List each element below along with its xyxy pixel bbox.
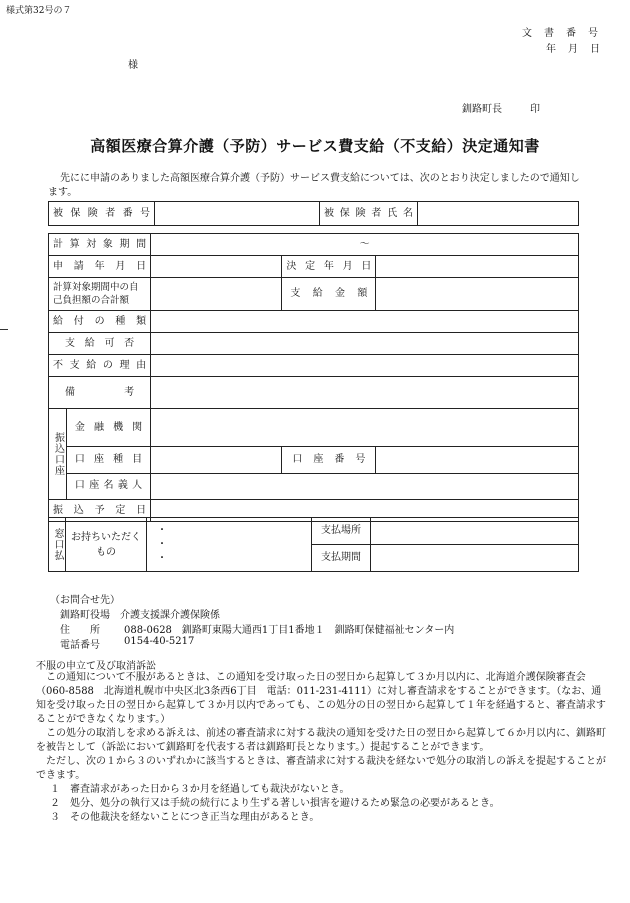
nonpayment-reason-value <box>151 355 579 377</box>
insured-table <box>48 201 579 226</box>
remarks-label: 備考 <box>65 386 135 398</box>
appeal-heading: 不服の申立て及び取消訴訟 <box>36 661 156 672</box>
appeal-list-item: ２ 処分、処分の執行又は手続の続行により生ずる著しい損害を避けるため緊急の必要があるとき。 <box>50 798 500 809</box>
appeal-list <box>36 783 606 825</box>
margin-tick <box>0 329 8 330</box>
contact-address: 088-0628 釧路町東陽大通西1丁目1番地１ 釧路町保健福祉センター内 <box>124 625 455 636</box>
decision-table <box>48 233 579 522</box>
appeal-list-item: １ 審査請求があった日から３か月を経過しても裁決がないとき。 <box>50 784 350 795</box>
payment-amount-value <box>376 278 579 311</box>
pay-place-label: 支払場所 <box>321 525 361 536</box>
account-holder-value <box>151 473 579 499</box>
account-number-value <box>376 447 579 473</box>
appeal-paragraph-1: この通知について不服があるときは、この通知を受け取った日の翌日から起算して３か月以内に、北海道介護保険審査会（060-8588 北海道札幌市中央区北3条西6丁目 電話：011-231-4111）に対し審査請求をすることができます。（なお、通知を受け取った日の翌日から起算して３か月以内であっても、この処分の日の翌日から起算して１年を経過すると、審査請求することができなくなります。） <box>36 672 606 725</box>
insured-number-label: 被保険者番号 <box>53 207 150 219</box>
document-number-label: 文 書 番 号 <box>522 28 599 39</box>
transfer-date-label: 振込予定日 <box>53 504 147 516</box>
account-type-value <box>151 447 282 473</box>
window-payment-table <box>48 517 579 572</box>
bank-label: 金融機関 <box>74 421 143 433</box>
benefit-type-value <box>151 311 579 333</box>
pay-place-value <box>371 518 579 545</box>
decide-date-value <box>376 256 579 278</box>
apply-date-value <box>151 256 282 278</box>
appeal-paragraph-3: ただし、次の１から３のいずれかに該当するときは、審査請求に対する裁決を経ないで処分の取消しの訴えを提起することができます。 <box>36 756 606 781</box>
insured-name-label: 被保険者氏名 <box>324 207 413 219</box>
benefit-type-label: 給付の種類 <box>53 315 147 327</box>
nonpayment-reason-label: 不支給の理由 <box>53 359 147 371</box>
insured-name-value <box>418 202 579 226</box>
remarks-value <box>151 377 579 409</box>
transfer-account-label: 振込口座 <box>52 432 64 476</box>
contact-phone-label: 電話番号 <box>60 640 100 651</box>
bring-items-label: お持ちいただくもの <box>71 531 141 558</box>
payment-ok-value <box>151 333 579 355</box>
date-label: 年 月 日 <box>546 44 601 55</box>
contact-address-label: 住 所 <box>60 625 100 636</box>
contact-office: 釧路町役場 介護支援課介護保険係 <box>60 610 220 621</box>
addressee-suffix: 様 <box>128 60 138 71</box>
seal-mark: 印 <box>530 104 540 115</box>
document-title: 高額医療合算介護（予防）サービス費支給（不支給）決定通知書 <box>90 137 540 155</box>
account-number-label: 口座番号 <box>292 453 366 465</box>
form-number: 様式第32号の７ <box>6 6 72 16</box>
bring-item-bullet: ・ <box>157 524 167 536</box>
decide-date-label: 決定年月日 <box>286 260 372 272</box>
bring-items-list <box>147 518 312 572</box>
intro-text: 先にに申請のありました高額医療合算介護（予防）サービス費支給については、次のとおり決定しましたので通知します。 <box>48 173 580 198</box>
account-type-label: 口座種目 <box>74 453 143 465</box>
period-separator: ～ <box>359 238 370 250</box>
self-burden-value <box>151 278 282 311</box>
period-value <box>151 234 579 256</box>
contact-heading: （お問合せ先） <box>50 595 120 606</box>
account-holder-label: 口座名義人 <box>74 480 143 492</box>
bring-item-bullet: ・ <box>157 552 167 564</box>
appeal-list-item: ３ その他裁決を経ないことにつき正当な理由があるとき。 <box>50 812 320 823</box>
payment-amount-label: 支給金額 <box>290 288 368 299</box>
appeal-paragraph-2: この処分の取消しを求める訴えは、前述の審査請求に対する裁決の通知を受けた日の翌日から起算して６か月以内に、釧路町を被告として（訴訟において釧路町を代表する者は釧路町長となります。）提起することができます。 <box>36 728 606 753</box>
issuer-name: 釧路町長 <box>462 104 502 115</box>
bring-item-bullet: ・ <box>157 538 167 550</box>
apply-date-label: 申請年月日 <box>53 260 147 272</box>
appeal-body <box>36 671 606 825</box>
self-burden-label: 計算対象期間中の自己負担額の合計額 <box>53 282 139 306</box>
pay-period-value <box>371 545 579 572</box>
pay-period-label: 支払期間 <box>321 552 361 563</box>
payment-ok-label: 支給可否 <box>65 337 135 349</box>
window-payment-label: 窓口払 <box>52 528 63 561</box>
contact-phone: 0154-40-5217 <box>124 636 195 647</box>
bank-value <box>151 409 579 447</box>
insured-number-value <box>155 202 320 226</box>
period-label: 計算対象期間 <box>53 238 147 250</box>
